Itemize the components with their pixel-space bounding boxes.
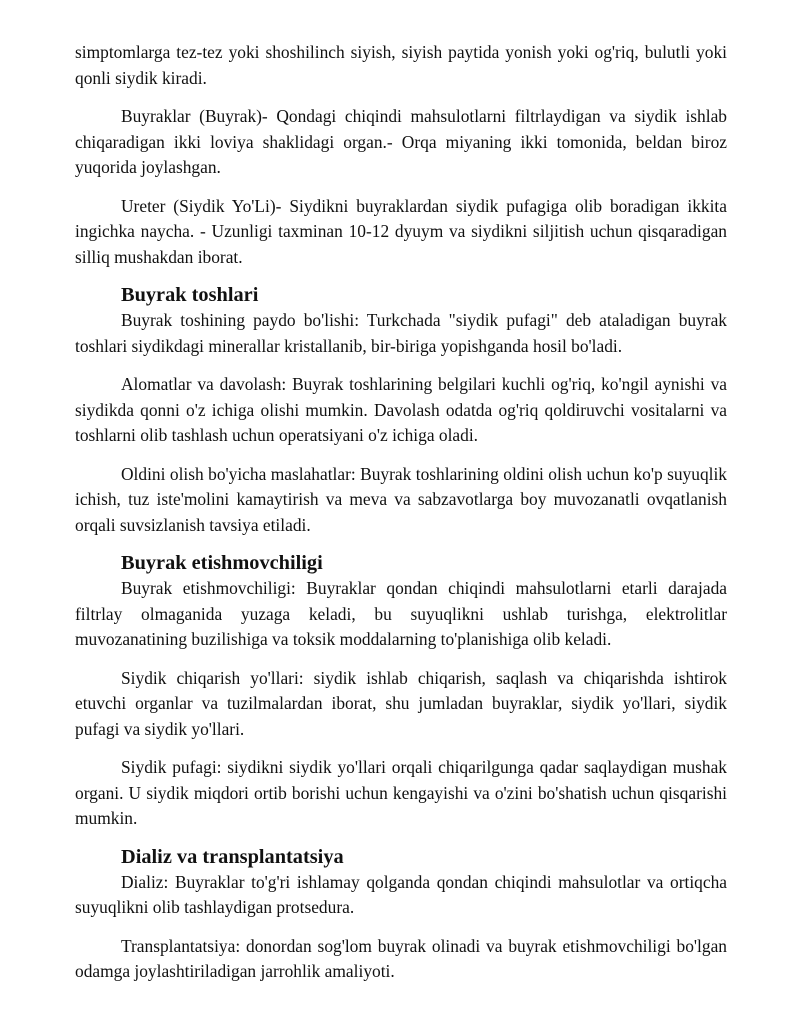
section-dialysis-transplant: [75, 845, 727, 985]
section-kidney-failure: [75, 551, 727, 832]
paragraph-ureter: Ureter (Siydik Yo'Li)- Siydikni buyraklardan siydik pufagiga olib boradigan ikkita ingichka naycha. - Uzunligi taxminan 10-12 dyuym va siydikni siljitish uchun qisqaradigan silliq mushakdan iborat.: [75, 195, 727, 267]
document-page: [75, 40, 727, 998]
section-heading: Buyrak etishmovchiligi: [121, 552, 323, 574]
section-heading: Dializ va transplantatsiya: [121, 845, 344, 868]
paragraph-urinary-tract: Siydik chiqarish yo'llari: siydik ishlab chiqarish, saqlash va chiqarishda ishtirok etuvchi organlar va tuzilmalardan iborat, shu jumladan buyraklar, siydik yo'llari, siydik pufagi va siydik yo'llari.: [75, 667, 727, 739]
paragraph-transplantation: Transplantatsiya: donordan sog'lom buyrak olinadi va buyrak etishmovchiligi bo'lgan odamga joylashtiriladigan jarrohlik amaliyoti.: [75, 935, 727, 981]
paragraph-prevention: Oldini olish bo'yicha maslahatlar: Buyrak toshlarining oldini olish uchun ko'p suyuqlik ichish, tuz iste'molini kamaytirish va meva va sabzavotlarga boy muvozanatli ovqatlanish orqali suvsizlanish tavsiya etiladi.: [75, 463, 727, 535]
paragraph-kidneys: Buyraklar (Buyrak)- Qondagi chiqindi mahsulotlarni filtrlaydigan va siydik ishlab chiqaradigan ikki loviya shaklidagi organ.- Orqa miyaning ikki tomonida, beldan biroz yuqorida joylashgan.: [75, 106, 727, 177]
paragraph-symptoms-treatment: Alomatlar va davolash: Buyrak toshlarining belgilari kuchli og'riq, ko'ngil aynishi va siydikda qonni o'z ichiga olishi mumkin. Davolash odatda og'riq qoldiruvchi vositalarni va toshlarni olib tashlash uchun operatsiyani o'z ichiga oladi.: [75, 374, 727, 445]
paragraph-dialysis: Dializ: Buyraklar to'g'ri ishlamay qolganda qondan chiqindi mahsulotlar va ortiqcha suyuqlikni olib tashlaydigan protsedura.: [75, 871, 727, 917]
intro-section: [75, 40, 727, 270]
paragraph-kidney-failure: Buyrak etishmovchiligi: Buyraklar qondan chiqindi mahsulotlarni etarli darajada filtrlay olmaganida yuzaga keladi, bu suyuqlikni ushlab turishga, elektrolitlar muvozanatining buzilishiga va toksik moddalarning to'planishiga olib keladi.: [75, 578, 727, 649]
section-heading: Buyrak toshlari: [121, 284, 259, 306]
paragraph-continuation: simptomlarga tez-tez yoki shoshilinch siyish, siyish paytida yonish yoki og'riq, bulutli yoki qonli siydik kiradi.: [75, 42, 727, 88]
paragraph-stone-formation: Buyrak toshining paydo bo'lishi: Turkchada "siydik pufagi" deb ataladigan buyrak toshlari siydikdagi minerallar kristallanib, bir-biriga yopishganda hosil bo'ladi.: [75, 310, 727, 356]
paragraph-bladder: Siydik pufagi: siydikni siydik yo'llari orqali chiqarilgunga qadar saqlaydigan mushak organi. U siydik miqdori ortib borishi uchun kengayishi va o'zini bo'shatish uchun qisqarishi mumkin.: [75, 757, 727, 828]
section-kidney-stones: [75, 283, 727, 538]
